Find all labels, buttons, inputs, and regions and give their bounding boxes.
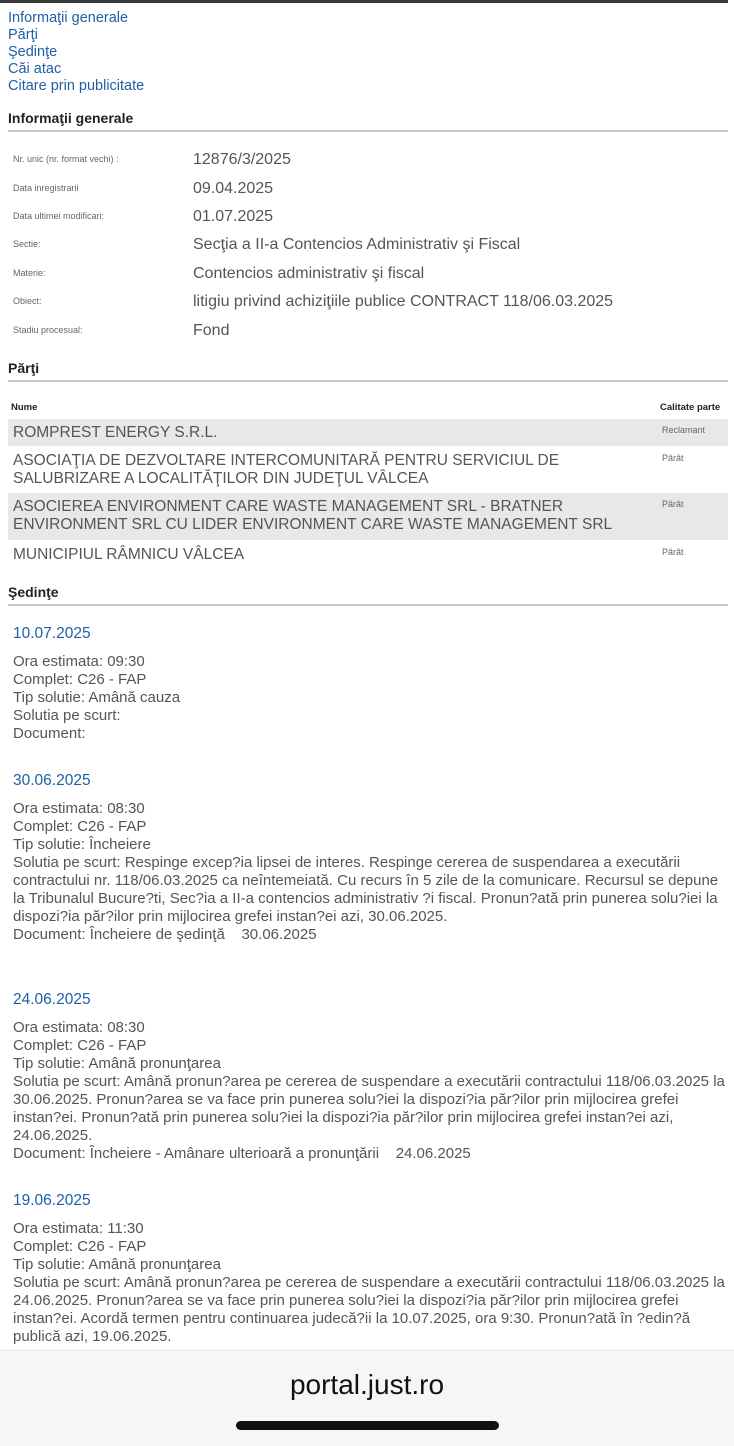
nav-link-informatii-generale[interactable]: Informaţii generale bbox=[8, 10, 129, 26]
top-divider bbox=[0, 0, 728, 3]
sedinta-complet: Complet: C26 - FAP bbox=[13, 671, 147, 688]
sedinta-block bbox=[13, 625, 725, 743]
sedinta-document[interactable]: Document: Încheiere de şedinţă 30.06.2025 bbox=[13, 926, 317, 943]
sedinta-date: 10.07.2025 bbox=[13, 625, 91, 642]
party-name: ROMPREST ENERGY S.R.L. bbox=[13, 424, 218, 441]
info-value: 01.07.2025 bbox=[193, 208, 274, 225]
info-label: Obiect: bbox=[13, 296, 42, 306]
party-name: ASOCIEREA ENVIRONMENT CARE WASTE MANAGEMENT SRL - BRATNER ENVIRONMENT SRL CU LIDER ENVIRONMENT CARE WASTE MANAGEMENT SRL bbox=[13, 498, 613, 533]
sedinta-ora: Ora estimata: 09:30 bbox=[13, 653, 145, 670]
sedinta-block bbox=[13, 772, 725, 944]
party-role: Pârât bbox=[662, 499, 684, 509]
nav-link-sedinte[interactable]: Şedinţe bbox=[8, 44, 58, 60]
info-label: Data inregistrarii bbox=[13, 183, 79, 193]
info-row-data-modificari bbox=[13, 208, 723, 236]
sedinta-ora: Ora estimata: 08:30 bbox=[13, 800, 145, 817]
sedinta-tip: Tip solutie: Amână pronunţarea bbox=[13, 1256, 221, 1273]
home-indicator[interactable] bbox=[236, 1421, 499, 1430]
party-row bbox=[8, 493, 728, 540]
info-value: 12876/3/2025 bbox=[193, 151, 291, 168]
party-row bbox=[8, 419, 728, 446]
nav-link-cai-atac[interactable]: Căi atac bbox=[8, 61, 62, 77]
party-role: Pârât bbox=[662, 547, 684, 557]
info-label: Materie: bbox=[13, 268, 46, 278]
info-value: 09.04.2025 bbox=[193, 180, 274, 197]
info-heading: Informaţii generale bbox=[8, 110, 728, 132]
info-row-materie bbox=[13, 265, 723, 293]
browser-address-bar bbox=[0, 1350, 734, 1446]
sedinta-document: Document: bbox=[13, 725, 86, 742]
sedinte-heading: Şedinţe bbox=[8, 584, 728, 606]
parti-heading: Părţi bbox=[8, 360, 728, 382]
sedinta-solutia: Solutia pe scurt: Amână pronun?area pe cererea de suspendare a executării contractului 118/06.03.2025 la 30.06.2025. Pronun?area se va face prin punerea solu?iei la dispozi?ia păr?ilor prin mijlocirea grefei instan?ei. Pronun?ată prin punerea solu?iei la dispozi?ia păr?ilor prin mijlocirea grefei instan?ei azi, 24.06.2025. bbox=[13, 1073, 730, 1144]
sedinta-ora: Ora estimata: 11:30 bbox=[13, 1220, 144, 1237]
info-value: Secţia a II-a Contencios Administrativ şi Fiscal bbox=[193, 236, 521, 253]
nav-link-parti[interactable]: Părţi bbox=[8, 27, 38, 43]
sedinta-tip: Tip solutie: Amână cauza bbox=[13, 689, 181, 706]
party-row bbox=[8, 447, 728, 492]
party-name: ASOCIAŢIA DE DEZVOLTARE INTERCOMUNITARĂ PENTRU SERVICIUL DE SALUBRIZARE A LOCALITĂŢILOR DIN JUDEŢUL VÂLCEA bbox=[13, 452, 560, 487]
info-value: Contencios administrativ şi fiscal bbox=[193, 265, 425, 282]
sedinta-document[interactable]: Document: Încheiere - Amânare ulterioară a pronunţării 24.06.2025 bbox=[13, 1145, 471, 1162]
party-role: Reclamant bbox=[662, 425, 706, 435]
column-header-nume: Nume bbox=[11, 402, 38, 413]
info-value: litigiu privind achiziţiile publice CONTRACT 118/06.03.2025 bbox=[193, 293, 614, 310]
sedinta-solutia: Solutia pe scurt: Respinge excep?ia lipsei de interes. Respinge cererea de suspendarea a executării contractului nr. 118/06.03.2025 ca neîntemeiată. Cu recurs în 5 zile de la comunicare. Recursul se depune la Tribunalul Bucure?ti, Sec?ia a II-a contencios administrativ ?i fiscal. Pronun?ată prin punerea solu?iei la dispozi?ia păr?ilor prin mijlocirea grefei instan?ei azi, 30.06.2025. bbox=[13, 854, 723, 925]
sedinta-complet: Complet: C26 - FAP bbox=[13, 1238, 147, 1255]
sedinta-block bbox=[13, 991, 730, 1163]
sedinta-tip: Tip solutie: Încheiere bbox=[13, 836, 151, 853]
sedinta-block bbox=[13, 1192, 730, 1346]
sedinta-complet: Complet: C26 - FAP bbox=[13, 1037, 147, 1054]
sedinta-solutia: Solutia pe scurt: bbox=[13, 707, 121, 724]
info-value: Fond bbox=[193, 322, 230, 339]
info-row-obiect bbox=[13, 293, 723, 321]
info-label: Sectie: bbox=[13, 239, 41, 249]
sedinta-date: 19.06.2025 bbox=[13, 1192, 91, 1209]
sedinta-date: 24.06.2025 bbox=[13, 991, 91, 1008]
party-role: Pârât bbox=[662, 453, 684, 463]
sedinta-ora: Ora estimata: 08:30 bbox=[13, 1019, 145, 1036]
info-label: Stadiu procesual: bbox=[13, 325, 83, 335]
party-name: MUNICIPIUL RÂMNICU VÂLCEA bbox=[13, 546, 245, 563]
info-row-data-inregistrarii bbox=[13, 180, 723, 208]
sedinta-tip: Tip solutie: Amână pronunţarea bbox=[13, 1055, 221, 1072]
sedinta-complet: Complet: C26 - FAP bbox=[13, 818, 147, 835]
url-text[interactable]: portal.just.ro bbox=[289, 1369, 445, 1400]
sedinta-date: 30.06.2025 bbox=[13, 772, 91, 789]
info-row-sectie bbox=[13, 236, 723, 264]
info-row-stadiu bbox=[13, 322, 723, 350]
column-header-calitate: Calitate parte bbox=[660, 402, 721, 413]
info-label: Nr. unic (nr. format vechi) : bbox=[13, 154, 119, 164]
info-label: Data ultimei modificari: bbox=[13, 211, 105, 221]
nav-link-citare[interactable]: Citare prin publicitate bbox=[8, 78, 145, 94]
section-nav bbox=[8, 10, 144, 95]
sedinta-solutia: Solutia pe scurt: Amână pronun?area pe cererea de suspendare a executării contractului 118/06.03.2025 la 24.06.2025. Pronun?area se va face prin punerea solu?iei la dispozi?ia păr?ilor prin mijlocirea grefei instan?ei. Acordă termen pentru continuarea judecă?ii la 10.07.2025, ora 9:30. Pronun?ată în ?edin?ă publică azi, 19.06.2025. bbox=[13, 1274, 730, 1345]
info-row-nr-unic bbox=[13, 151, 723, 179]
party-row bbox=[8, 541, 728, 568]
